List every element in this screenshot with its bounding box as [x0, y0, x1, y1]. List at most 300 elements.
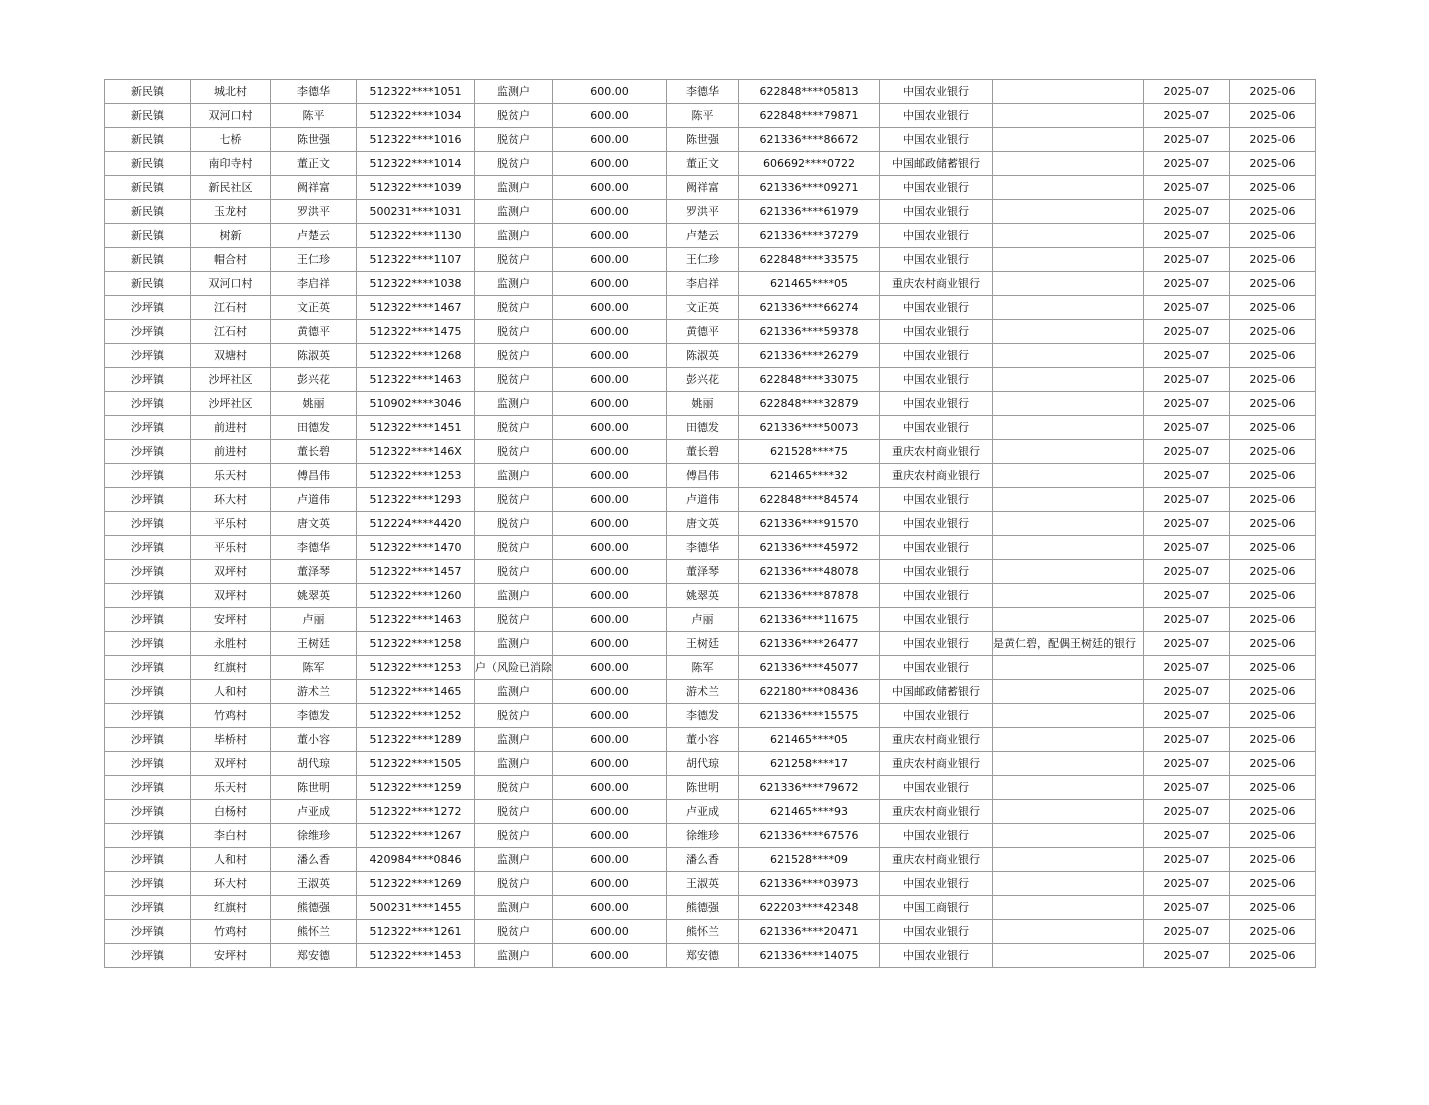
- cell-bank-card: 622848****33575: [739, 248, 880, 272]
- cell-amount: 600.00: [553, 368, 667, 392]
- cell-account-holder: 徐维珍: [667, 824, 739, 848]
- cell-account-holder: 罗洪平: [667, 200, 739, 224]
- cell-amount: 600.00: [553, 656, 667, 680]
- cell-bank-card: 621465****32: [739, 464, 880, 488]
- cell-period-month: 2025-06: [1230, 512, 1316, 536]
- table-row: [105, 584, 1316, 608]
- cell-account-holder: 田德发: [667, 416, 739, 440]
- cell-household-type: 监测户: [475, 176, 553, 200]
- cell-period-month: 2025-06: [1230, 248, 1316, 272]
- cell-id-number: 512322****1289: [357, 728, 475, 752]
- cell-note: [993, 392, 1144, 416]
- cell-household-type: 监测户: [475, 728, 553, 752]
- cell-town: 沙坪镇: [105, 560, 191, 584]
- cell-bank: 中国农业银行: [880, 920, 993, 944]
- cell-name: 卢道伟: [271, 488, 357, 512]
- table-row: [105, 728, 1316, 752]
- cell-account-holder: 王树廷: [667, 632, 739, 656]
- cell-note: [993, 224, 1144, 248]
- cell-bank-card: 622848****84574: [739, 488, 880, 512]
- cell-town: 沙坪镇: [105, 368, 191, 392]
- cell-town: 沙坪镇: [105, 536, 191, 560]
- cell-village: 乐天村: [191, 464, 271, 488]
- cell-bank: 中国农业银行: [880, 248, 993, 272]
- cell-town: 新民镇: [105, 272, 191, 296]
- cell-name: 李启祥: [271, 272, 357, 296]
- cell-household-type: 脱贫户: [475, 320, 553, 344]
- cell-town: 沙坪镇: [105, 632, 191, 656]
- cell-account-holder: 熊怀兰: [667, 920, 739, 944]
- cell-issue-month: 2025-07: [1144, 320, 1230, 344]
- cell-note: [993, 920, 1144, 944]
- cell-note: [993, 824, 1144, 848]
- cell-note: [993, 296, 1144, 320]
- cell-period-month: 2025-06: [1230, 752, 1316, 776]
- cell-name: 潘么香: [271, 848, 357, 872]
- cell-amount: 600.00: [553, 752, 667, 776]
- cell-bank: 中国农业银行: [880, 128, 993, 152]
- cell-amount: 600.00: [553, 224, 667, 248]
- cell-period-month: 2025-06: [1230, 368, 1316, 392]
- table-body: [105, 80, 1316, 968]
- cell-town: 沙坪镇: [105, 824, 191, 848]
- cell-name: 卢楚云: [271, 224, 357, 248]
- cell-period-month: 2025-06: [1230, 944, 1316, 968]
- table-row: [105, 848, 1316, 872]
- cell-name: 李德发: [271, 704, 357, 728]
- cell-name: 姚丽: [271, 392, 357, 416]
- cell-issue-month: 2025-07: [1144, 656, 1230, 680]
- cell-account-holder: 董正文: [667, 152, 739, 176]
- cell-village: 前进村: [191, 416, 271, 440]
- cell-issue-month: 2025-07: [1144, 680, 1230, 704]
- cell-household-type: 脱贫户: [475, 416, 553, 440]
- table-row: [105, 272, 1316, 296]
- cell-issue-month: 2025-07: [1144, 488, 1230, 512]
- cell-account-holder: 王淑英: [667, 872, 739, 896]
- cell-id-number: 512322****1267: [357, 824, 475, 848]
- cell-note: [993, 560, 1144, 584]
- table-row: [105, 800, 1316, 824]
- cell-household-type: 脱贫户: [475, 512, 553, 536]
- cell-note: [993, 608, 1144, 632]
- cell-issue-month: 2025-07: [1144, 440, 1230, 464]
- cell-period-month: 2025-06: [1230, 464, 1316, 488]
- cell-bank: 中国农业银行: [880, 632, 993, 656]
- cell-household-type: 监测户: [475, 632, 553, 656]
- cell-amount: 600.00: [553, 560, 667, 584]
- cell-account-holder: 潘么香: [667, 848, 739, 872]
- cell-name: 罗洪平: [271, 200, 357, 224]
- table-row: [105, 152, 1316, 176]
- cell-amount: 600.00: [553, 728, 667, 752]
- cell-issue-month: 2025-07: [1144, 944, 1230, 968]
- cell-town: 沙坪镇: [105, 896, 191, 920]
- table-row: [105, 704, 1316, 728]
- cell-bank-card: 622848****05813: [739, 80, 880, 104]
- cell-amount: 600.00: [553, 464, 667, 488]
- cell-village: 人和村: [191, 680, 271, 704]
- cell-period-month: 2025-06: [1230, 632, 1316, 656]
- cell-bank-card: 621336****50073: [739, 416, 880, 440]
- cell-village: 乐天村: [191, 776, 271, 800]
- cell-village: 白杨村: [191, 800, 271, 824]
- cell-bank-card: 621336****67576: [739, 824, 880, 848]
- cell-note: [993, 512, 1144, 536]
- cell-note: [993, 680, 1144, 704]
- cell-amount: 600.00: [553, 488, 667, 512]
- cell-period-month: 2025-06: [1230, 680, 1316, 704]
- cell-household-type: 脱贫户: [475, 824, 553, 848]
- cell-issue-month: 2025-07: [1144, 776, 1230, 800]
- cell-amount: 600.00: [553, 896, 667, 920]
- cell-name: 陈军: [271, 656, 357, 680]
- cell-amount: 600.00: [553, 176, 667, 200]
- cell-bank-card: 621336****87878: [739, 584, 880, 608]
- cell-name: 卢亚成: [271, 800, 357, 824]
- cell-bank-card: 621336****11675: [739, 608, 880, 632]
- cell-period-month: 2025-06: [1230, 536, 1316, 560]
- cell-village: 七桥: [191, 128, 271, 152]
- cell-household-type: 脱贫户: [475, 560, 553, 584]
- cell-bank: 中国农业银行: [880, 200, 993, 224]
- cell-issue-month: 2025-07: [1144, 848, 1230, 872]
- table-row: [105, 896, 1316, 920]
- cell-village: 帽合村: [191, 248, 271, 272]
- cell-village: 红旗村: [191, 896, 271, 920]
- cell-bank-card: 621465****05: [739, 728, 880, 752]
- table-row: [105, 416, 1316, 440]
- cell-note: [993, 776, 1144, 800]
- cell-note: [993, 536, 1144, 560]
- cell-amount: 600.00: [553, 800, 667, 824]
- cell-period-month: 2025-06: [1230, 392, 1316, 416]
- cell-account-holder: 董长碧: [667, 440, 739, 464]
- cell-account-holder: 陈世明: [667, 776, 739, 800]
- cell-village: 双河口村: [191, 272, 271, 296]
- cell-id-number: 512322****1252: [357, 704, 475, 728]
- cell-period-month: 2025-06: [1230, 128, 1316, 152]
- cell-account-holder: 陈世强: [667, 128, 739, 152]
- cell-town: 沙坪镇: [105, 872, 191, 896]
- cell-town: 沙坪镇: [105, 416, 191, 440]
- cell-id-number: 512322****1034: [357, 104, 475, 128]
- cell-name: 阙祥富: [271, 176, 357, 200]
- cell-id-number: 512322****1258: [357, 632, 475, 656]
- table-row: [105, 200, 1316, 224]
- cell-id-number: 512322****1253: [357, 464, 475, 488]
- cell-note: [993, 800, 1144, 824]
- cell-note: [993, 152, 1144, 176]
- cell-id-number: 512322****1269: [357, 872, 475, 896]
- cell-note: [993, 872, 1144, 896]
- cell-name: 徐维珍: [271, 824, 357, 848]
- cell-bank-card: 621336****59378: [739, 320, 880, 344]
- cell-village: 平乐村: [191, 536, 271, 560]
- cell-period-month: 2025-06: [1230, 824, 1316, 848]
- cell-household-type: 监测户: [475, 80, 553, 104]
- cell-name: 唐文英: [271, 512, 357, 536]
- table-row: [105, 680, 1316, 704]
- cell-bank: 中国农业银行: [880, 224, 993, 248]
- cell-issue-month: 2025-07: [1144, 416, 1230, 440]
- cell-name: 熊德强: [271, 896, 357, 920]
- cell-bank: 中国农业银行: [880, 320, 993, 344]
- cell-household-type: 脱贫户: [475, 104, 553, 128]
- cell-id-number: 512322****1253: [357, 656, 475, 680]
- cell-issue-month: 2025-07: [1144, 344, 1230, 368]
- cell-bank-card: 621336****48078: [739, 560, 880, 584]
- table-row: [105, 128, 1316, 152]
- cell-period-month: 2025-06: [1230, 200, 1316, 224]
- cell-id-number: 512322****1260: [357, 584, 475, 608]
- cell-bank: 中国农业银行: [880, 944, 993, 968]
- cell-id-number: 512322****1107: [357, 248, 475, 272]
- subsidy-table: [104, 79, 1316, 968]
- cell-village: 双坪村: [191, 560, 271, 584]
- cell-amount: 600.00: [553, 104, 667, 128]
- cell-id-number: 512322****1465: [357, 680, 475, 704]
- cell-name: 胡代琼: [271, 752, 357, 776]
- cell-account-holder: 阙祥富: [667, 176, 739, 200]
- cell-amount: 600.00: [553, 632, 667, 656]
- cell-village: 安坪村: [191, 944, 271, 968]
- cell-name: 陈世强: [271, 128, 357, 152]
- cell-bank-card: 621336****79672: [739, 776, 880, 800]
- cell-household-type: 监测户: [475, 584, 553, 608]
- cell-issue-month: 2025-07: [1144, 824, 1230, 848]
- cell-account-holder: 卢丽: [667, 608, 739, 632]
- cell-name: 傅昌伟: [271, 464, 357, 488]
- cell-issue-month: 2025-07: [1144, 176, 1230, 200]
- cell-town: 沙坪镇: [105, 920, 191, 944]
- cell-town: 沙坪镇: [105, 464, 191, 488]
- cell-household-type: 脱贫户: [475, 248, 553, 272]
- cell-account-holder: 王仁珍: [667, 248, 739, 272]
- cell-id-number: 420984****0846: [357, 848, 475, 872]
- cell-amount: 600.00: [553, 248, 667, 272]
- cell-bank-card: 621465****93: [739, 800, 880, 824]
- cell-household-type: 监测户: [475, 848, 553, 872]
- cell-id-number: 512322****1261: [357, 920, 475, 944]
- cell-household-type: 监测户: [475, 464, 553, 488]
- cell-issue-month: 2025-07: [1144, 104, 1230, 128]
- table-row: [105, 104, 1316, 128]
- cell-amount: 600.00: [553, 512, 667, 536]
- cell-household-type: 监测户: [475, 896, 553, 920]
- cell-bank: 中国农业银行: [880, 872, 993, 896]
- cell-town: 沙坪镇: [105, 320, 191, 344]
- cell-issue-month: 2025-07: [1144, 752, 1230, 776]
- cell-name: 陈世明: [271, 776, 357, 800]
- cell-bank-card: 622848****79871: [739, 104, 880, 128]
- cell-town: 沙坪镇: [105, 800, 191, 824]
- cell-issue-month: 2025-07: [1144, 872, 1230, 896]
- cell-household-type: 监测户: [475, 392, 553, 416]
- table-row: [105, 536, 1316, 560]
- cell-note: [993, 272, 1144, 296]
- cell-account-holder: 陈平: [667, 104, 739, 128]
- cell-bank: 中国工商银行: [880, 896, 993, 920]
- table-row: [105, 944, 1316, 968]
- cell-household-type: 脱贫户: [475, 128, 553, 152]
- cell-household-type: 监测户: [475, 272, 553, 296]
- cell-bank-card: 621528****09: [739, 848, 880, 872]
- cell-bank: 中国农业银行: [880, 608, 993, 632]
- cell-id-number: 512224****4420: [357, 512, 475, 536]
- cell-village: 双坪村: [191, 584, 271, 608]
- table-row: [105, 440, 1316, 464]
- cell-note: [993, 752, 1144, 776]
- cell-note: [993, 944, 1144, 968]
- cell-issue-month: 2025-07: [1144, 896, 1230, 920]
- cell-town: 沙坪镇: [105, 344, 191, 368]
- cell-town: 新民镇: [105, 128, 191, 152]
- cell-name: 李德华: [271, 80, 357, 104]
- cell-period-month: 2025-06: [1230, 488, 1316, 512]
- table-row: [105, 344, 1316, 368]
- cell-amount: 600.00: [553, 824, 667, 848]
- cell-issue-month: 2025-07: [1144, 272, 1230, 296]
- cell-village: 双坪村: [191, 752, 271, 776]
- cell-account-holder: 李德华: [667, 536, 739, 560]
- cell-bank-card: 621336****61979: [739, 200, 880, 224]
- cell-issue-month: 2025-07: [1144, 248, 1230, 272]
- cell-town: 新民镇: [105, 200, 191, 224]
- cell-period-month: 2025-06: [1230, 656, 1316, 680]
- cell-bank: 中国农业银行: [880, 584, 993, 608]
- cell-village: 江石村: [191, 320, 271, 344]
- cell-town: 沙坪镇: [105, 296, 191, 320]
- cell-issue-month: 2025-07: [1144, 80, 1230, 104]
- cell-amount: 600.00: [553, 440, 667, 464]
- table-row: [105, 320, 1316, 344]
- cell-period-month: 2025-06: [1230, 872, 1316, 896]
- cell-bank-card: 621336****26477: [739, 632, 880, 656]
- cell-village: 玉龙村: [191, 200, 271, 224]
- cell-id-number: 512322****1051: [357, 80, 475, 104]
- cell-period-month: 2025-06: [1230, 896, 1316, 920]
- cell-note: [993, 464, 1144, 488]
- cell-issue-month: 2025-07: [1144, 464, 1230, 488]
- cell-bank: 中国农业银行: [880, 368, 993, 392]
- cell-period-month: 2025-06: [1230, 560, 1316, 584]
- cell-issue-month: 2025-07: [1144, 704, 1230, 728]
- cell-town: 沙坪镇: [105, 944, 191, 968]
- cell-bank: 中国农业银行: [880, 536, 993, 560]
- cell-amount: 600.00: [553, 704, 667, 728]
- cell-bank-card: 606692****0722: [739, 152, 880, 176]
- cell-bank-card: 622848****33075: [739, 368, 880, 392]
- table-row: [105, 776, 1316, 800]
- cell-bank: 重庆农村商业银行: [880, 848, 993, 872]
- cell-note: [993, 416, 1144, 440]
- cell-issue-month: 2025-07: [1144, 584, 1230, 608]
- cell-account-holder: 李德发: [667, 704, 739, 728]
- cell-name: 陈平: [271, 104, 357, 128]
- cell-id-number: 510902****3046: [357, 392, 475, 416]
- cell-account-holder: 陈军: [667, 656, 739, 680]
- cell-name: 郑安德: [271, 944, 357, 968]
- cell-amount: 600.00: [553, 392, 667, 416]
- cell-period-month: 2025-06: [1230, 104, 1316, 128]
- cell-town: 沙坪镇: [105, 848, 191, 872]
- cell-name: 王树廷: [271, 632, 357, 656]
- cell-village: 毕桥村: [191, 728, 271, 752]
- cell-name: 田德发: [271, 416, 357, 440]
- cell-id-number: 512322****1475: [357, 320, 475, 344]
- cell-issue-month: 2025-07: [1144, 224, 1230, 248]
- cell-village: 环大村: [191, 488, 271, 512]
- cell-bank: 重庆农村商业银行: [880, 800, 993, 824]
- cell-bank: 中国农业银行: [880, 392, 993, 416]
- cell-account-holder: 唐文英: [667, 512, 739, 536]
- cell-town: 沙坪镇: [105, 584, 191, 608]
- cell-id-number: 512322****1039: [357, 176, 475, 200]
- cell-account-holder: 李启祥: [667, 272, 739, 296]
- cell-household-type: 脱贫户: [475, 536, 553, 560]
- cell-period-month: 2025-06: [1230, 920, 1316, 944]
- table-row: [105, 464, 1316, 488]
- cell-household-type: 脱贫户: [475, 872, 553, 896]
- cell-household-type: 脱贫户: [475, 152, 553, 176]
- cell-id-number: 512322****1130: [357, 224, 475, 248]
- cell-village: 前进村: [191, 440, 271, 464]
- cell-note: [993, 320, 1144, 344]
- cell-bank-card: 621336****86672: [739, 128, 880, 152]
- cell-bank-card: 621528****75: [739, 440, 880, 464]
- cell-amount: 600.00: [553, 296, 667, 320]
- cell-bank-card: 621336****15575: [739, 704, 880, 728]
- cell-village: 南印寺村: [191, 152, 271, 176]
- cell-village: 新民社区: [191, 176, 271, 200]
- cell-issue-month: 2025-07: [1144, 392, 1230, 416]
- cell-period-month: 2025-06: [1230, 728, 1316, 752]
- cell-id-number: 512322****146X: [357, 440, 475, 464]
- cell-note: [993, 440, 1144, 464]
- cell-town: 沙坪镇: [105, 752, 191, 776]
- cell-account-holder: 游术兰: [667, 680, 739, 704]
- cell-name: 彭兴花: [271, 368, 357, 392]
- cell-bank: 中国农业银行: [880, 560, 993, 584]
- cell-household-type: 脱贫户: [475, 776, 553, 800]
- cell-town: 沙坪镇: [105, 440, 191, 464]
- cell-note: [993, 176, 1144, 200]
- cell-bank: 重庆农村商业银行: [880, 440, 993, 464]
- cell-household-type: 脱贫户: [475, 296, 553, 320]
- cell-bank: 中国农业银行: [880, 416, 993, 440]
- cell-note: [993, 104, 1144, 128]
- cell-amount: 600.00: [553, 944, 667, 968]
- cell-note: [993, 488, 1144, 512]
- cell-town: 沙坪镇: [105, 728, 191, 752]
- cell-bank-card: 621336****20471: [739, 920, 880, 944]
- table-row: [105, 80, 1316, 104]
- cell-issue-month: 2025-07: [1144, 920, 1230, 944]
- cell-village: 竹鸡村: [191, 920, 271, 944]
- cell-issue-month: 2025-07: [1144, 152, 1230, 176]
- cell-period-month: 2025-06: [1230, 296, 1316, 320]
- cell-town: 新民镇: [105, 248, 191, 272]
- cell-account-holder: 董泽琴: [667, 560, 739, 584]
- cell-period-month: 2025-06: [1230, 800, 1316, 824]
- cell-id-number: 512322****1293: [357, 488, 475, 512]
- cell-amount: 600.00: [553, 776, 667, 800]
- cell-village: 沙坪社区: [191, 368, 271, 392]
- cell-account-holder: 李德华: [667, 80, 739, 104]
- cell-bank: 重庆农村商业银行: [880, 752, 993, 776]
- cell-issue-month: 2025-07: [1144, 728, 1230, 752]
